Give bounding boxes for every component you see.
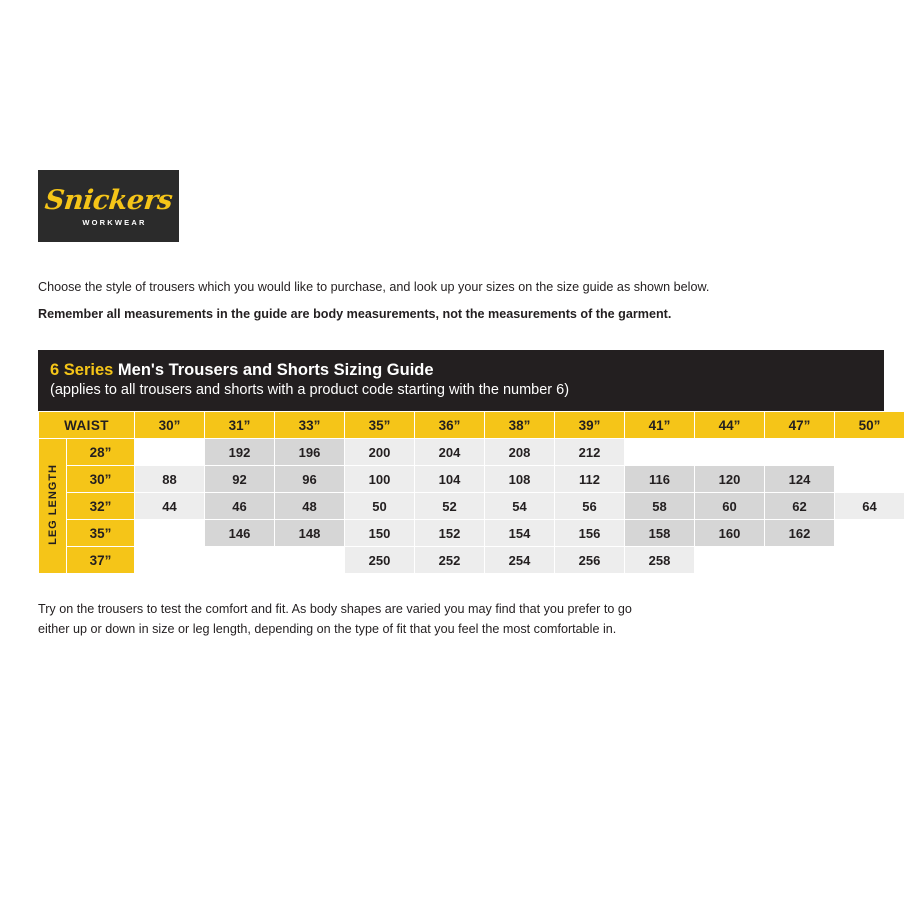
leg-length-label — [39, 439, 67, 574]
cell-3-2: 148 — [275, 520, 345, 547]
cell-3-6: 156 — [555, 520, 625, 547]
table-row — [39, 493, 905, 520]
content-container — [38, 170, 884, 639]
cell-2-0: 44 — [135, 493, 205, 520]
row-label-2: 32” — [67, 493, 135, 520]
table-subtitle: (applies to all trousers and shorts with a product code starting with the number 6) — [50, 382, 570, 399]
header-waist-9: 47” — [765, 412, 835, 439]
header-waist-2: 33” — [275, 412, 345, 439]
cell-2-1: 46 — [205, 493, 275, 520]
table-row — [39, 520, 905, 547]
header-waist-10: 50” — [835, 412, 905, 439]
cell-3-1: 146 — [205, 520, 275, 547]
cell-0-5: 208 — [485, 439, 555, 466]
cell-0-2: 196 — [275, 439, 345, 466]
table-title — [50, 360, 872, 381]
cell-2-6: 56 — [555, 493, 625, 520]
logo-tagline-text: WORKWEAR — [82, 218, 147, 227]
cell-0-10 — [835, 439, 905, 466]
cell-2-3: 50 — [345, 493, 415, 520]
cell-3-10 — [835, 520, 905, 547]
cell-0-9 — [765, 439, 835, 466]
cell-0-6: 212 — [555, 439, 625, 466]
table-row — [39, 547, 905, 574]
footer-note — [38, 600, 884, 639]
cell-3-5: 154 — [485, 520, 555, 547]
row-label-4: 37” — [67, 547, 135, 574]
cell-4-6: 256 — [555, 547, 625, 574]
header-waist-8: 44” — [695, 412, 765, 439]
cell-1-7: 116 — [625, 466, 695, 493]
cell-2-7: 58 — [625, 493, 695, 520]
cell-3-8: 160 — [695, 520, 765, 547]
cell-4-4: 252 — [415, 547, 485, 574]
cell-3-3: 150 — [345, 520, 415, 547]
cell-1-2: 96 — [275, 466, 345, 493]
row-label-3: 35” — [67, 520, 135, 547]
cell-1-5: 108 — [485, 466, 555, 493]
header-waist-4: 36” — [415, 412, 485, 439]
cell-2-4: 52 — [415, 493, 485, 520]
logo-brand-text: Snickers — [43, 185, 174, 216]
table-row — [39, 466, 905, 493]
sizing-table-block — [38, 350, 884, 574]
cell-0-3: 200 — [345, 439, 415, 466]
cell-3-0 — [135, 520, 205, 547]
cell-1-10 — [835, 466, 905, 493]
cell-4-9 — [765, 547, 835, 574]
cell-1-9: 124 — [765, 466, 835, 493]
cell-4-8 — [695, 547, 765, 574]
header-waist-5: 38” — [485, 412, 555, 439]
snickers-logo — [38, 170, 179, 242]
cell-3-4: 152 — [415, 520, 485, 547]
footer-line-1: Try on the trousers to test the comfort and fit. As body shapes are varied you may find that you prefer to go — [38, 602, 632, 617]
row-label-0: 28” — [67, 439, 135, 466]
row-label-1: 30” — [67, 466, 135, 493]
header-waist-3: 35” — [345, 412, 415, 439]
cell-0-7 — [625, 439, 695, 466]
cell-0-1: 192 — [205, 439, 275, 466]
cell-4-3: 250 — [345, 547, 415, 574]
intro-line-1: Choose the style of trousers which you would like to purchase, and look up your sizes on the size guide as shown below. — [38, 280, 710, 294]
cell-4-0 — [135, 547, 205, 574]
table-title-accent: 6 Series — [50, 360, 114, 379]
header-waist-6: 39” — [555, 412, 625, 439]
cell-1-8: 120 — [695, 466, 765, 493]
cell-1-1: 92 — [205, 466, 275, 493]
header-waist-label: WAIST — [39, 412, 135, 439]
cell-4-2 — [275, 547, 345, 574]
cell-4-7: 258 — [625, 547, 695, 574]
cell-1-6: 112 — [555, 466, 625, 493]
header-waist-1: 31” — [205, 412, 275, 439]
sizing-table — [38, 411, 905, 574]
cell-1-0: 88 — [135, 466, 205, 493]
cell-2-9: 62 — [765, 493, 835, 520]
cell-1-3: 100 — [345, 466, 415, 493]
cell-0-8 — [695, 439, 765, 466]
intro-text — [38, 278, 884, 324]
cell-2-10: 64 — [835, 493, 905, 520]
table-header-row — [39, 412, 905, 439]
cell-0-4: 204 — [415, 439, 485, 466]
cell-2-2: 48 — [275, 493, 345, 520]
cell-2-5: 54 — [485, 493, 555, 520]
leg-length-label-text: LEG LENGTH — [46, 464, 59, 546]
cell-4-5: 254 — [485, 547, 555, 574]
cell-0-0 — [135, 439, 205, 466]
cell-1-4: 104 — [415, 466, 485, 493]
cell-4-1 — [205, 547, 275, 574]
cell-3-7: 158 — [625, 520, 695, 547]
intro-line-2: Remember all measurements in the guide are body measurements, not the measurements of the garment. — [38, 306, 672, 321]
cell-2-8: 60 — [695, 493, 765, 520]
cell-3-9: 162 — [765, 520, 835, 547]
table-title-rest: Men's Trousers and Shorts Sizing Guide — [113, 360, 434, 379]
header-waist-7: 41” — [625, 412, 695, 439]
table-title-bar — [38, 350, 884, 411]
table-row — [39, 439, 905, 466]
footer-line-2: either up or down in size or leg length, depending on the type of fit that you feel the most comfortable in. — [38, 621, 617, 636]
header-waist-0: 30” — [135, 412, 205, 439]
cell-4-10 — [835, 547, 905, 574]
